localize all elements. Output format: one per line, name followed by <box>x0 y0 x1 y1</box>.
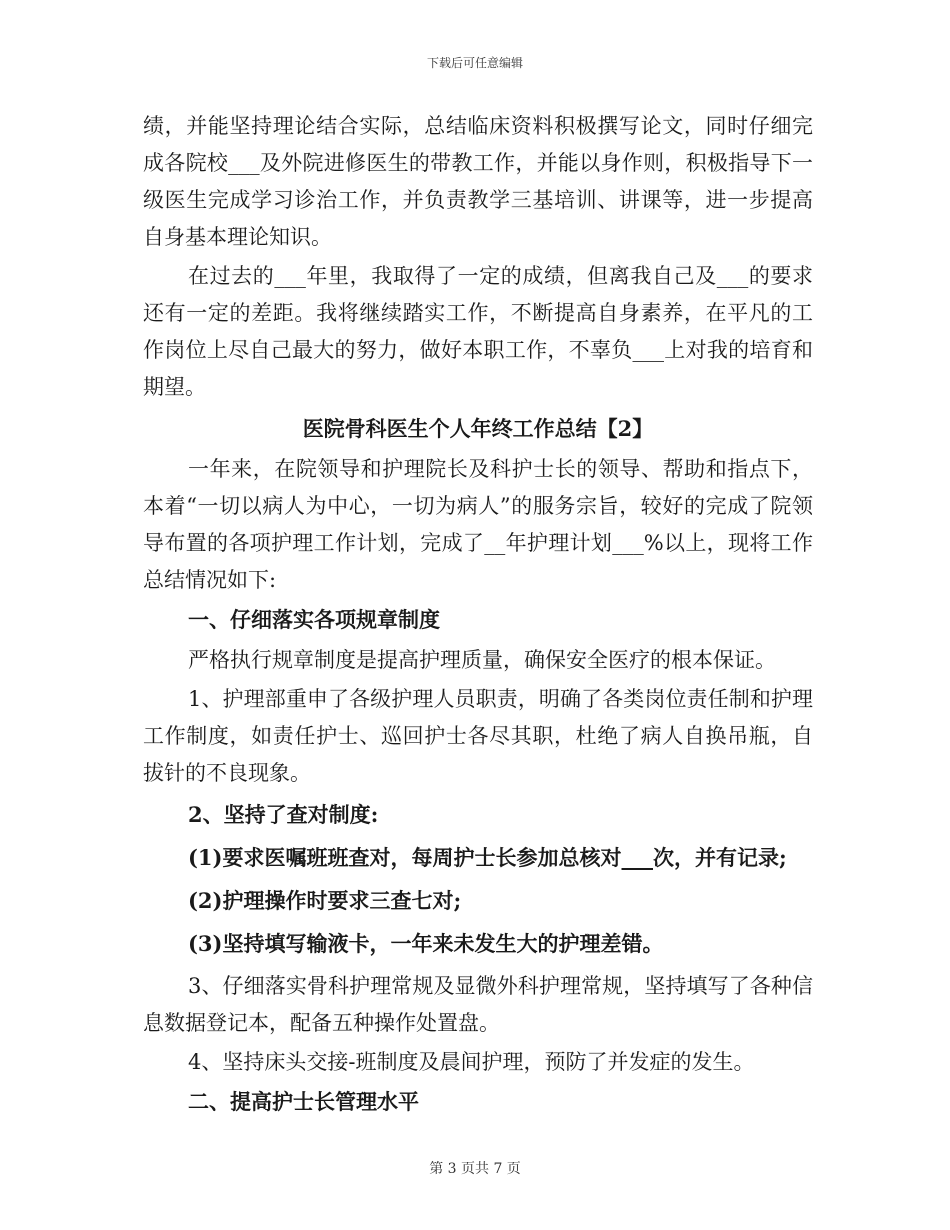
header-note: 下载后可任意编辑 <box>426 56 523 70</box>
item-orthopedic-routine: 3、仔细落实骨科护理常规及显微外科护理常规，坚持填写了各种信息数据登记本，配备五种操作处置盘。 <box>143 974 813 1035</box>
page-number: 第 3 页共 7 页 <box>429 1161 521 1177</box>
heading-rules: 一、仔细落实各项规章制度 <box>188 607 440 632</box>
sub-item-order-check: (1)要求医嘱班班查对，每周护士长参加总核对___次，并有记录; <box>188 845 787 870</box>
item-check-system: 2、坚持了查对制度: <box>188 802 379 827</box>
paragraph-intro: 一年来，在院领导和护理院长及科护士长的领导、帮助和指点下，本着“一切以病人为中心，一切为病人”的服务宗旨，较好的完成了院领导布置的各项护理工作计划，完成了__年护理计划___%以上，现将工作总结情况如下: <box>143 457 813 592</box>
item-duties: 1、护理部重申了各级护理人员职责，明确了各类岗位责任制和护理工作制度，如责任护士、巡回护士各尽其职，杜绝了病人自换吊瓶，自拔针的不良现象。 <box>143 687 813 785</box>
item-handover: 4、坚持床头交接-班制度及晨间护理，预防了并发症的发生。 <box>188 1050 755 1074</box>
paragraph-reflection: 在过去的___年里，我取得了一定的成绩，但离我自己及___的要求还有一定的差距。我将继续踏实工作，不断提高自身素养，在平凡的工作岗位上尽自己最大的努力，做好本职工作，不辜负___上对我的培育和期望。 <box>143 264 813 399</box>
document-body <box>143 108 813 1124</box>
section-title: 医院骨科医生个人年终工作总结【2】 <box>302 416 654 441</box>
sub-item-three-checks: (2)护理操作时要求三查七对; <box>188 888 462 913</box>
heading-management: 二、提高护士长管理水平 <box>188 1089 419 1114</box>
paragraph-rules: 严格执行规章制度是提高护理质量，确保安全医疗的根本保证。 <box>188 648 776 672</box>
paragraph-continued: 绩，并能坚持理论结合实际，总结临床资料积极撰写论文，同时仔细完成各院校___及外院进修医生的带教工作，并能以身作则，积极指导下一级医生完成学习诊治工作，并负责教学三基培训、讲课等，进一步提高自身基本理论知识。 <box>143 114 813 249</box>
sub-item-infusion-card: (3)坚持填写输液卡，一年来未发生大的护理差错。 <box>188 931 664 956</box>
